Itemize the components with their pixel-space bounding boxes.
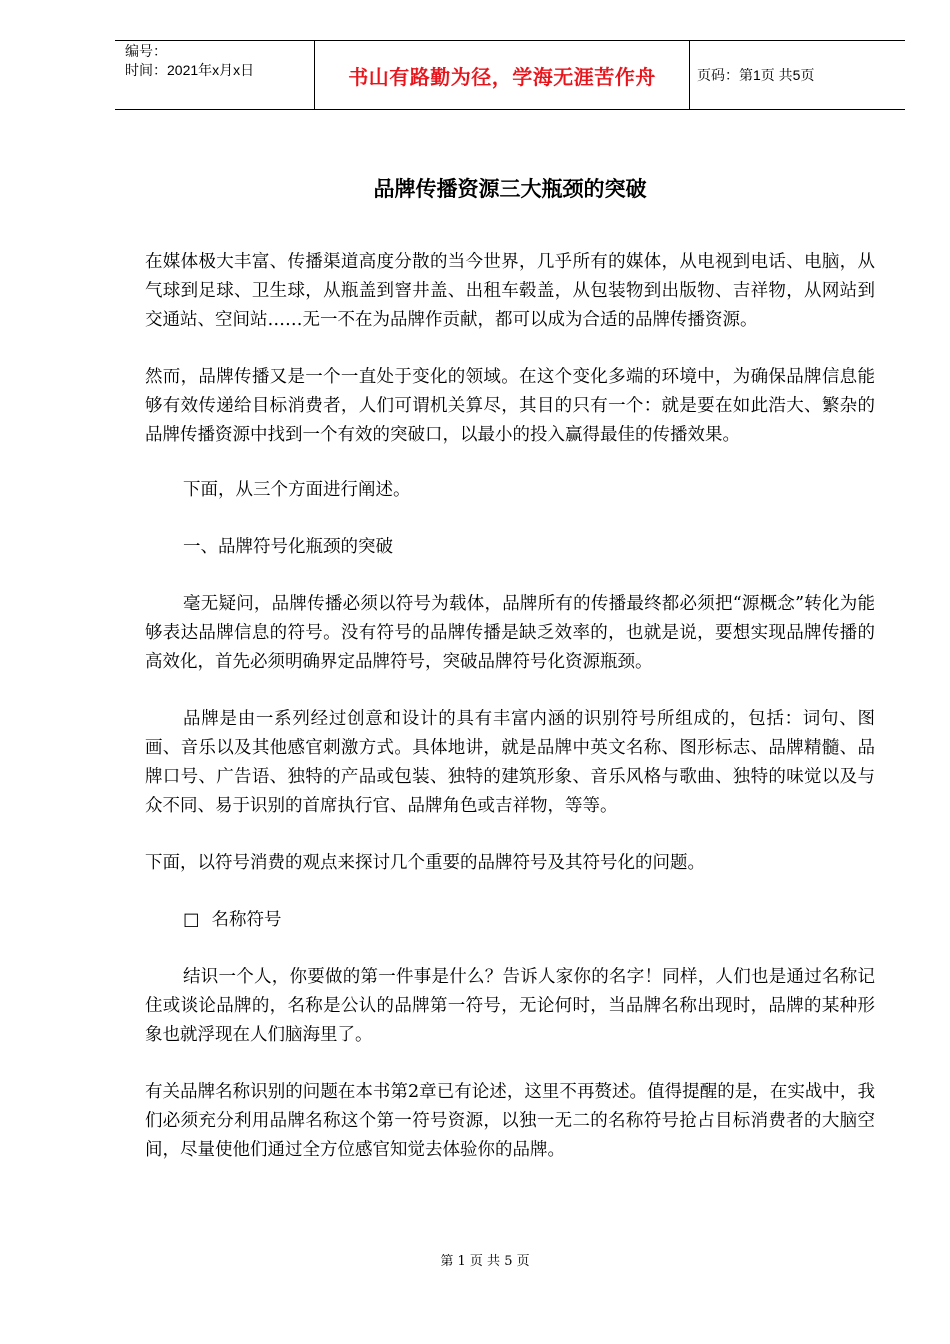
section-heading: 一、品牌符号化瓶颈的突破 — [183, 537, 393, 557]
motto-text: 书山有路勤为径，学海无涯苦作舟 — [348, 64, 656, 89]
number-label: 编号： — [125, 43, 167, 59]
time-label: 时间：2021年x月x日 — [125, 62, 255, 78]
paragraph: 毫无疑问，品牌传播必须以符号为载体，品牌所有的传播最终都必须把“源概念”转化为能够表达品牌信息的符号。没有符号的品牌传播是缺乏效率的，也就是说，要想实现品牌传播的高效化，首先必须明确界定品牌符号，突破品牌符号化资源瓶颈。 — [145, 594, 875, 672]
paragraph: 结识一个人，你要做的第一件事是什么？告诉人家你的名字！同样，人们也是通过名称记住或谈论品牌的，名称是公认的品牌第一符号，无论何时，当品牌名称出现时，品牌的某种形象也就浮现在人们脑海里了。 — [145, 967, 875, 1045]
document-body — [145, 248, 875, 1193]
paragraph: 下面，以符号消费的观点来探讨几个重要的品牌符号及其符号化的问题。 — [145, 853, 705, 873]
paragraph: 品牌是由一系列经过创意和设计的具有丰富内涵的识别符号所组成的，包括：词句、图画、音乐以及其他感官刺激方式。具体地讲，就是品牌中英文名称、图形标志、品牌精髓、品牌口号、广告语、独特的产品或包装、独特的建筑形象、音乐风格与歌曲、独特的味觉以及与众不同、易于识别的首席执行官、品牌角色或吉祥物，等等。 — [145, 709, 875, 816]
page-info: 页码：第1页 共5页 — [697, 67, 815, 83]
subsection-label: 名称符号 — [211, 910, 282, 930]
checkbox-icon: □ — [183, 910, 200, 930]
paragraph: 下面，从三个方面进行阐述。 — [183, 480, 411, 500]
paragraph: 有关品牌名称识别的问题在本书第2章已有论述，这里不再赘述。值得提醒的是，在实战中，我们必须充分利用品牌名称这个第一符号资源，以独一无二的名称符号抢占目标消费者的大脑空间，尽量使他们通过全方位感官知觉去体验你的品牌。 — [145, 1082, 875, 1160]
paragraph: 在媒体极大丰富、传播渠道高度分散的当今世界，几乎所有的媒体，从电视到电话、电脑，从气球到足球、卫生球，从瓶盖到窨井盖、出租车毂盖，从包装物到出版物、吉祥物，从网站到交通站、空间站……无一不在为品牌作贡献，都可以成为合适的品牌传播资源。 — [145, 252, 875, 330]
header-meta-cell — [115, 41, 315, 109]
header-motto-cell — [315, 41, 690, 109]
subsection-heading — [145, 906, 875, 935]
header-page-cell — [690, 41, 905, 109]
page-header — [115, 40, 905, 110]
page-footer: 第 1 页 共 5 页 — [440, 1254, 530, 1269]
document-title: 品牌传播资源三大瓶颈的突破 — [373, 177, 647, 201]
paragraph: 然而，品牌传播又是一个一直处于变化的领域。在这个变化多端的环境中，为确保品牌信息能够有效传递给目标消费者，人们可谓机关算尽，其目的只有一个：就是要在如此浩大、繁杂的品牌传播资源中找到一个有效的突破口，以最小的投入赢得最佳的传播效果。 — [145, 367, 875, 445]
